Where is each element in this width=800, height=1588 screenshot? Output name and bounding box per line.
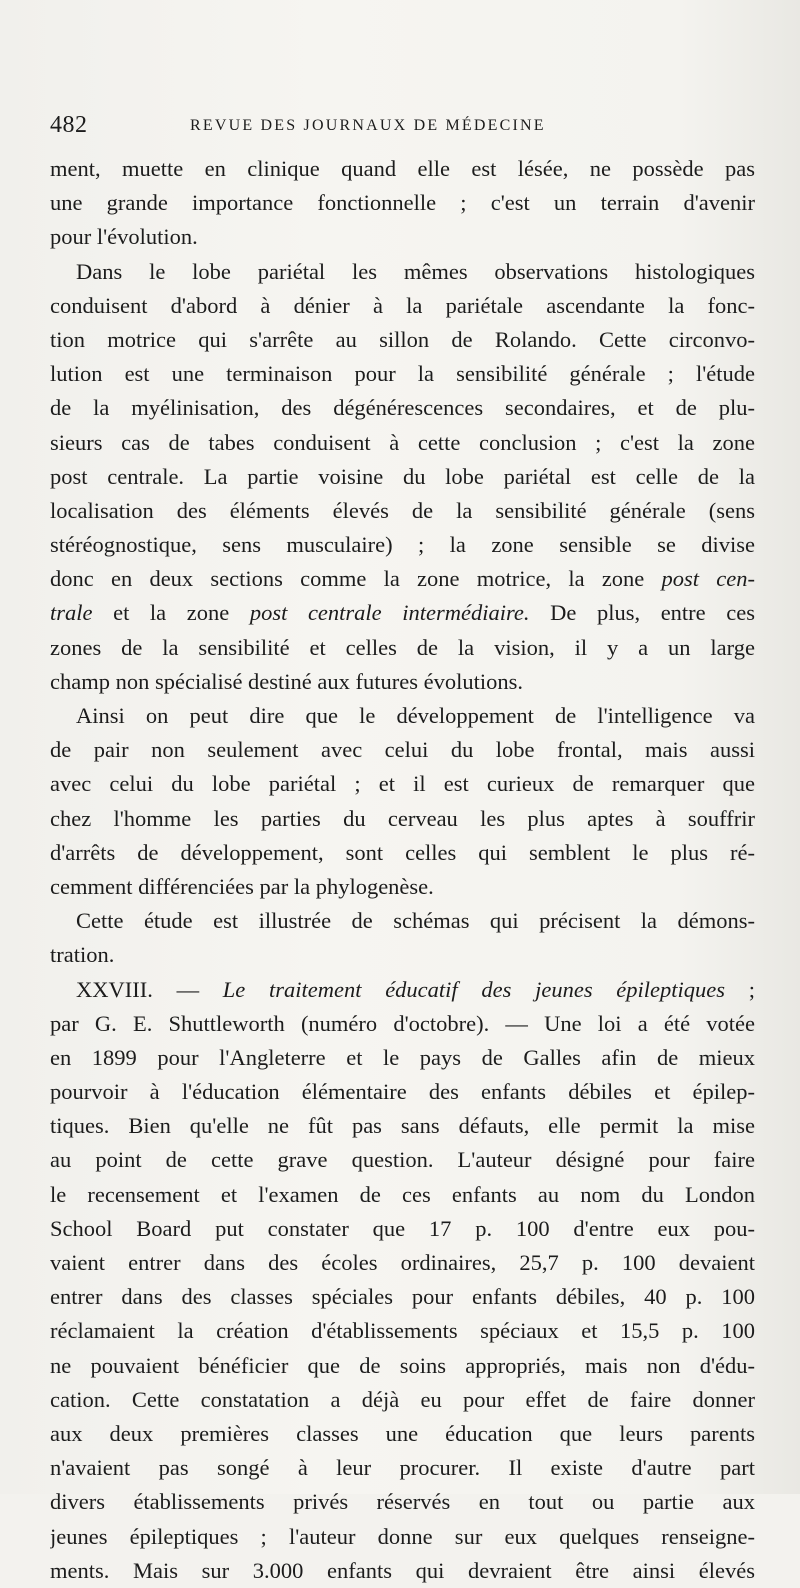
text-line: [50, 1007, 755, 1041]
text-span: une grande importance fonctionnelle ; c'est un terrain d'avenir: [50, 190, 755, 216]
text-span: XXVIII. —: [76, 976, 223, 1002]
text-span: avec celui du lobe pariétal ; et il est curieux de remarquer que: [50, 771, 755, 797]
text-span: aux deux premières classes une éducation que leurs parents: [50, 1420, 755, 1446]
text-line: [50, 1314, 755, 1348]
text-span: jeunes épileptiques ; l'auteur donne sur eux quelques renseigne-: [50, 1523, 755, 1549]
text-line: [50, 323, 755, 357]
page-number: 482: [50, 112, 88, 138]
text-line: [50, 255, 755, 289]
text-span: pourvoir à l'éducation élémentaire des enfants débiles et épilep-: [50, 1079, 755, 1105]
text-line: [50, 699, 755, 733]
article-body: [50, 152, 755, 1588]
text-line: [50, 528, 755, 562]
text-line: [50, 1143, 755, 1177]
text-span: zones de la sensibilité et celles de la vision, il y a un large: [50, 634, 755, 660]
italic-text: trale: [50, 600, 93, 626]
text-line: [50, 1383, 755, 1417]
text-span: School Board put constater que 17 p. 100 d'entre eux pou-: [50, 1215, 755, 1241]
italic-text: Le traitement éducatif des jeunes épileptiques: [222, 976, 726, 1002]
page-header: [50, 112, 755, 144]
text-span: le recensement et l'examen de ces enfants au nom du London: [50, 1181, 755, 1207]
text-span: en 1899 pour l'Angleterre et le pays de Galles afin de mieux: [50, 1044, 755, 1070]
text-line: [50, 1212, 755, 1246]
text-span: ne pouvaient bénéficier que de soins appropriés, mais non d'édu-: [50, 1352, 755, 1378]
text-span: tiques. Bien qu'elle ne fût pas sans défauts, elle permit la mise: [50, 1113, 755, 1139]
text-span: cemment différenciées par la phylogenèse.: [50, 873, 434, 899]
text-span: pour l'évolution.: [50, 224, 198, 250]
text-line: [50, 904, 755, 938]
text-span: divers établissements privés réservés en tout ou partie aux: [50, 1489, 755, 1515]
text-line: [50, 1451, 755, 1485]
text-span: tration.: [50, 942, 115, 968]
text-span: sieurs cas de tabes conduisent à cette conclusion ; c'est la zone: [50, 429, 755, 455]
text-span: Ainsi on peut dire que le développement de l'intelligence va: [76, 703, 755, 728]
text-span: par G. E. Shuttleworth (numéro d'octobre). — Une loi a été votée: [50, 1010, 755, 1036]
text-span: post centrale. La partie voisine du lobe pariétal est celle de la: [50, 463, 755, 489]
text-span: de pair non seulement avec celui du lobe frontal, mais aussi: [50, 737, 755, 763]
text-line: [50, 186, 755, 220]
text-line: [50, 562, 755, 596]
italic-text: post cen-: [661, 566, 755, 592]
text-span: Dans le lobe pariétal les mêmes observations histologiques: [76, 258, 755, 284]
text-line: [50, 1417, 755, 1451]
text-span: ment, muette en clinique quand elle est lésée, ne possède pas: [50, 156, 755, 181]
text-line: [50, 1520, 755, 1554]
text-span: entrer dans des classes spéciales pour enfants débiles, 40 p. 100: [50, 1284, 755, 1310]
text-line: [50, 802, 755, 836]
text-line: [50, 1041, 755, 1075]
text-line: [50, 836, 755, 870]
text-span: donc en deux sections comme la zone motrice, la zone: [50, 566, 662, 592]
text-line: [50, 631, 755, 665]
text-span: n'avaient pas songé à leur procurer. Il existe d'autre part: [50, 1455, 755, 1481]
text-line: [50, 1178, 755, 1212]
text-line: [50, 152, 755, 186]
text-line: [50, 733, 755, 767]
running-title: REVUE DES JOURNAUX DE MÉDECINE: [190, 117, 546, 134]
text-line: [50, 1109, 755, 1143]
text-line: [50, 460, 755, 494]
text-span: stéréognostique, sens musculaire) ; la zone sensible se divise: [50, 532, 755, 558]
text-line: [50, 1554, 755, 1588]
text-span: et la zone: [92, 600, 250, 626]
text-span: lution est une terminaison pour la sensibilité générale ; l'étude: [50, 361, 755, 387]
text-span: Cette étude est illustrée de schémas qui précisent la démons-: [76, 908, 755, 934]
text-line: [50, 596, 755, 630]
text-span: champ non spécialisé destiné aux futures évolutions.: [50, 668, 524, 694]
text-line: [50, 220, 755, 254]
text-span: d'arrêts de développement, sont celles qui semblent le plus ré-: [50, 839, 755, 865]
text-line: [50, 391, 755, 425]
text-line: [50, 1485, 755, 1519]
text-line: [50, 665, 755, 699]
text-span: tion motrice qui s'arrête au sillon de Rolando. Cette circonvo-: [50, 326, 755, 352]
text-line: [50, 973, 755, 1007]
text-line: [50, 357, 755, 391]
text-span: au point de cette grave question. L'auteur désigné pour faire: [50, 1147, 755, 1173]
text-span: De plus, entre ces: [529, 600, 755, 626]
text-line: [50, 870, 755, 904]
text-span: vaient entrer dans des écoles ordinaires, 25,7 p. 100 devaient: [50, 1250, 755, 1275]
text-span: conduisent d'abord à dénier à la pariétale ascendante la fonc-: [50, 292, 755, 318]
text-line: [50, 767, 755, 801]
text-span: ments. Mais sur 3.000 enfants qui devraient être ainsi élevés: [50, 1557, 755, 1583]
text-line: [50, 494, 755, 528]
text-span: ;: [725, 976, 755, 1002]
text-span: localisation des éléments élevés de la sensibilité générale (sens: [50, 497, 755, 523]
text-line: [50, 426, 755, 460]
text-line: [50, 938, 755, 972]
text-line: [50, 1349, 755, 1383]
text-line: [50, 1246, 755, 1280]
text-line: [50, 1075, 755, 1109]
italic-text: post centrale intermédiaire.: [249, 600, 530, 626]
text-span: chez l'homme les parties du cerveau les plus aptes à souffrir: [50, 805, 755, 831]
text-span: réclamaient la création d'établissements spéciaux et 15,5 p. 100: [50, 1318, 755, 1344]
text-span: de la myélinisation, des dégénérescences secondaires, et de plu-: [50, 395, 755, 421]
text-line: [50, 289, 755, 323]
text-line: [50, 1280, 755, 1314]
text-span: cation. Cette constatation a déjà eu pour effet de faire donner: [50, 1386, 755, 1412]
